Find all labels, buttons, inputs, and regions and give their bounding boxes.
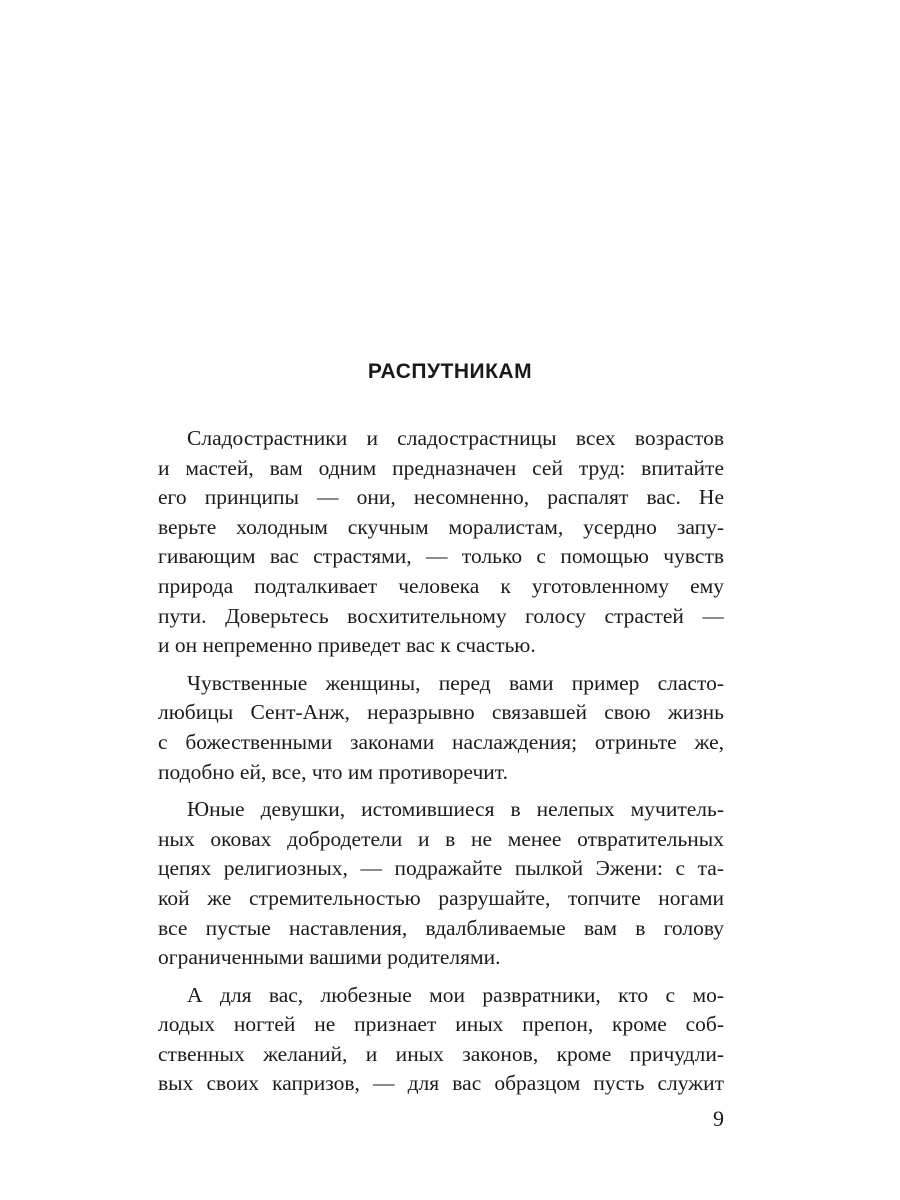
text-line: вых своих капризов, — для вас образцом пусть служит <box>158 1071 724 1096</box>
paragraph-3 <box>158 795 724 973</box>
text-line: с божественными законами наслаждения; отриньте же, <box>158 729 724 754</box>
paragraph-4 <box>158 981 724 1099</box>
text-line: природа подталкивает человека к уготовленному ему <box>158 573 724 598</box>
text-line: его принципы — они, несомненно, распалят вас. Не <box>158 485 724 510</box>
text-line: пути. Доверьтесь восхитительному голосу страстей — <box>158 603 724 628</box>
text-line: и мастей, вам одним предназначен сей труд: впитайте <box>158 455 724 480</box>
chapter-title: РАСПУТНИКАМ <box>367 360 533 383</box>
paragraph-1 <box>158 424 724 661</box>
paragraph-2 <box>158 669 724 787</box>
text-line: кой же стремительностью разрушайте, топчите ногами <box>158 885 724 910</box>
text-line: А для вас, любезные мои развратники, кто с мо- <box>187 982 724 1007</box>
text-line: ственных желаний, и иных законов, кроме причудли- <box>158 1041 724 1066</box>
text-line: ных оковах добродетели и в не менее отвратительных <box>158 826 724 851</box>
text-line: ограниченными вашими родителями. <box>158 945 501 970</box>
text-line: подобно ей, все, что им противоречит. <box>158 759 508 784</box>
text-line: все пустые наставления, вдалбливаемые вам в голову <box>158 915 724 940</box>
body-text <box>158 424 724 1099</box>
text-line: лодых ногтей не признает иных препон, кроме соб- <box>158 1012 724 1037</box>
text-line: гивающим вас страстями, — только с помощью чувств <box>158 544 724 569</box>
text-line: верьте холодным скучным моралистам, усердно запу- <box>158 514 724 539</box>
text-line: цепях религиозных, — подражайте пылкой Эжени: с та- <box>158 856 724 881</box>
text-line: Чувственные женщины, перед вами пример сласто- <box>187 670 724 695</box>
text-line: любицы Сент-Анж, неразрывно связавшей свою жизнь <box>158 700 724 725</box>
text-line: Юные девушки, истомившиеся в нелепых мучитель- <box>187 797 724 822</box>
page-number: 9 <box>713 1106 724 1131</box>
text-line: и он непременно приведет вас к счастью. <box>158 633 536 658</box>
text-line: Сладострастники и сладострастницы всех возрастов <box>187 426 724 450</box>
